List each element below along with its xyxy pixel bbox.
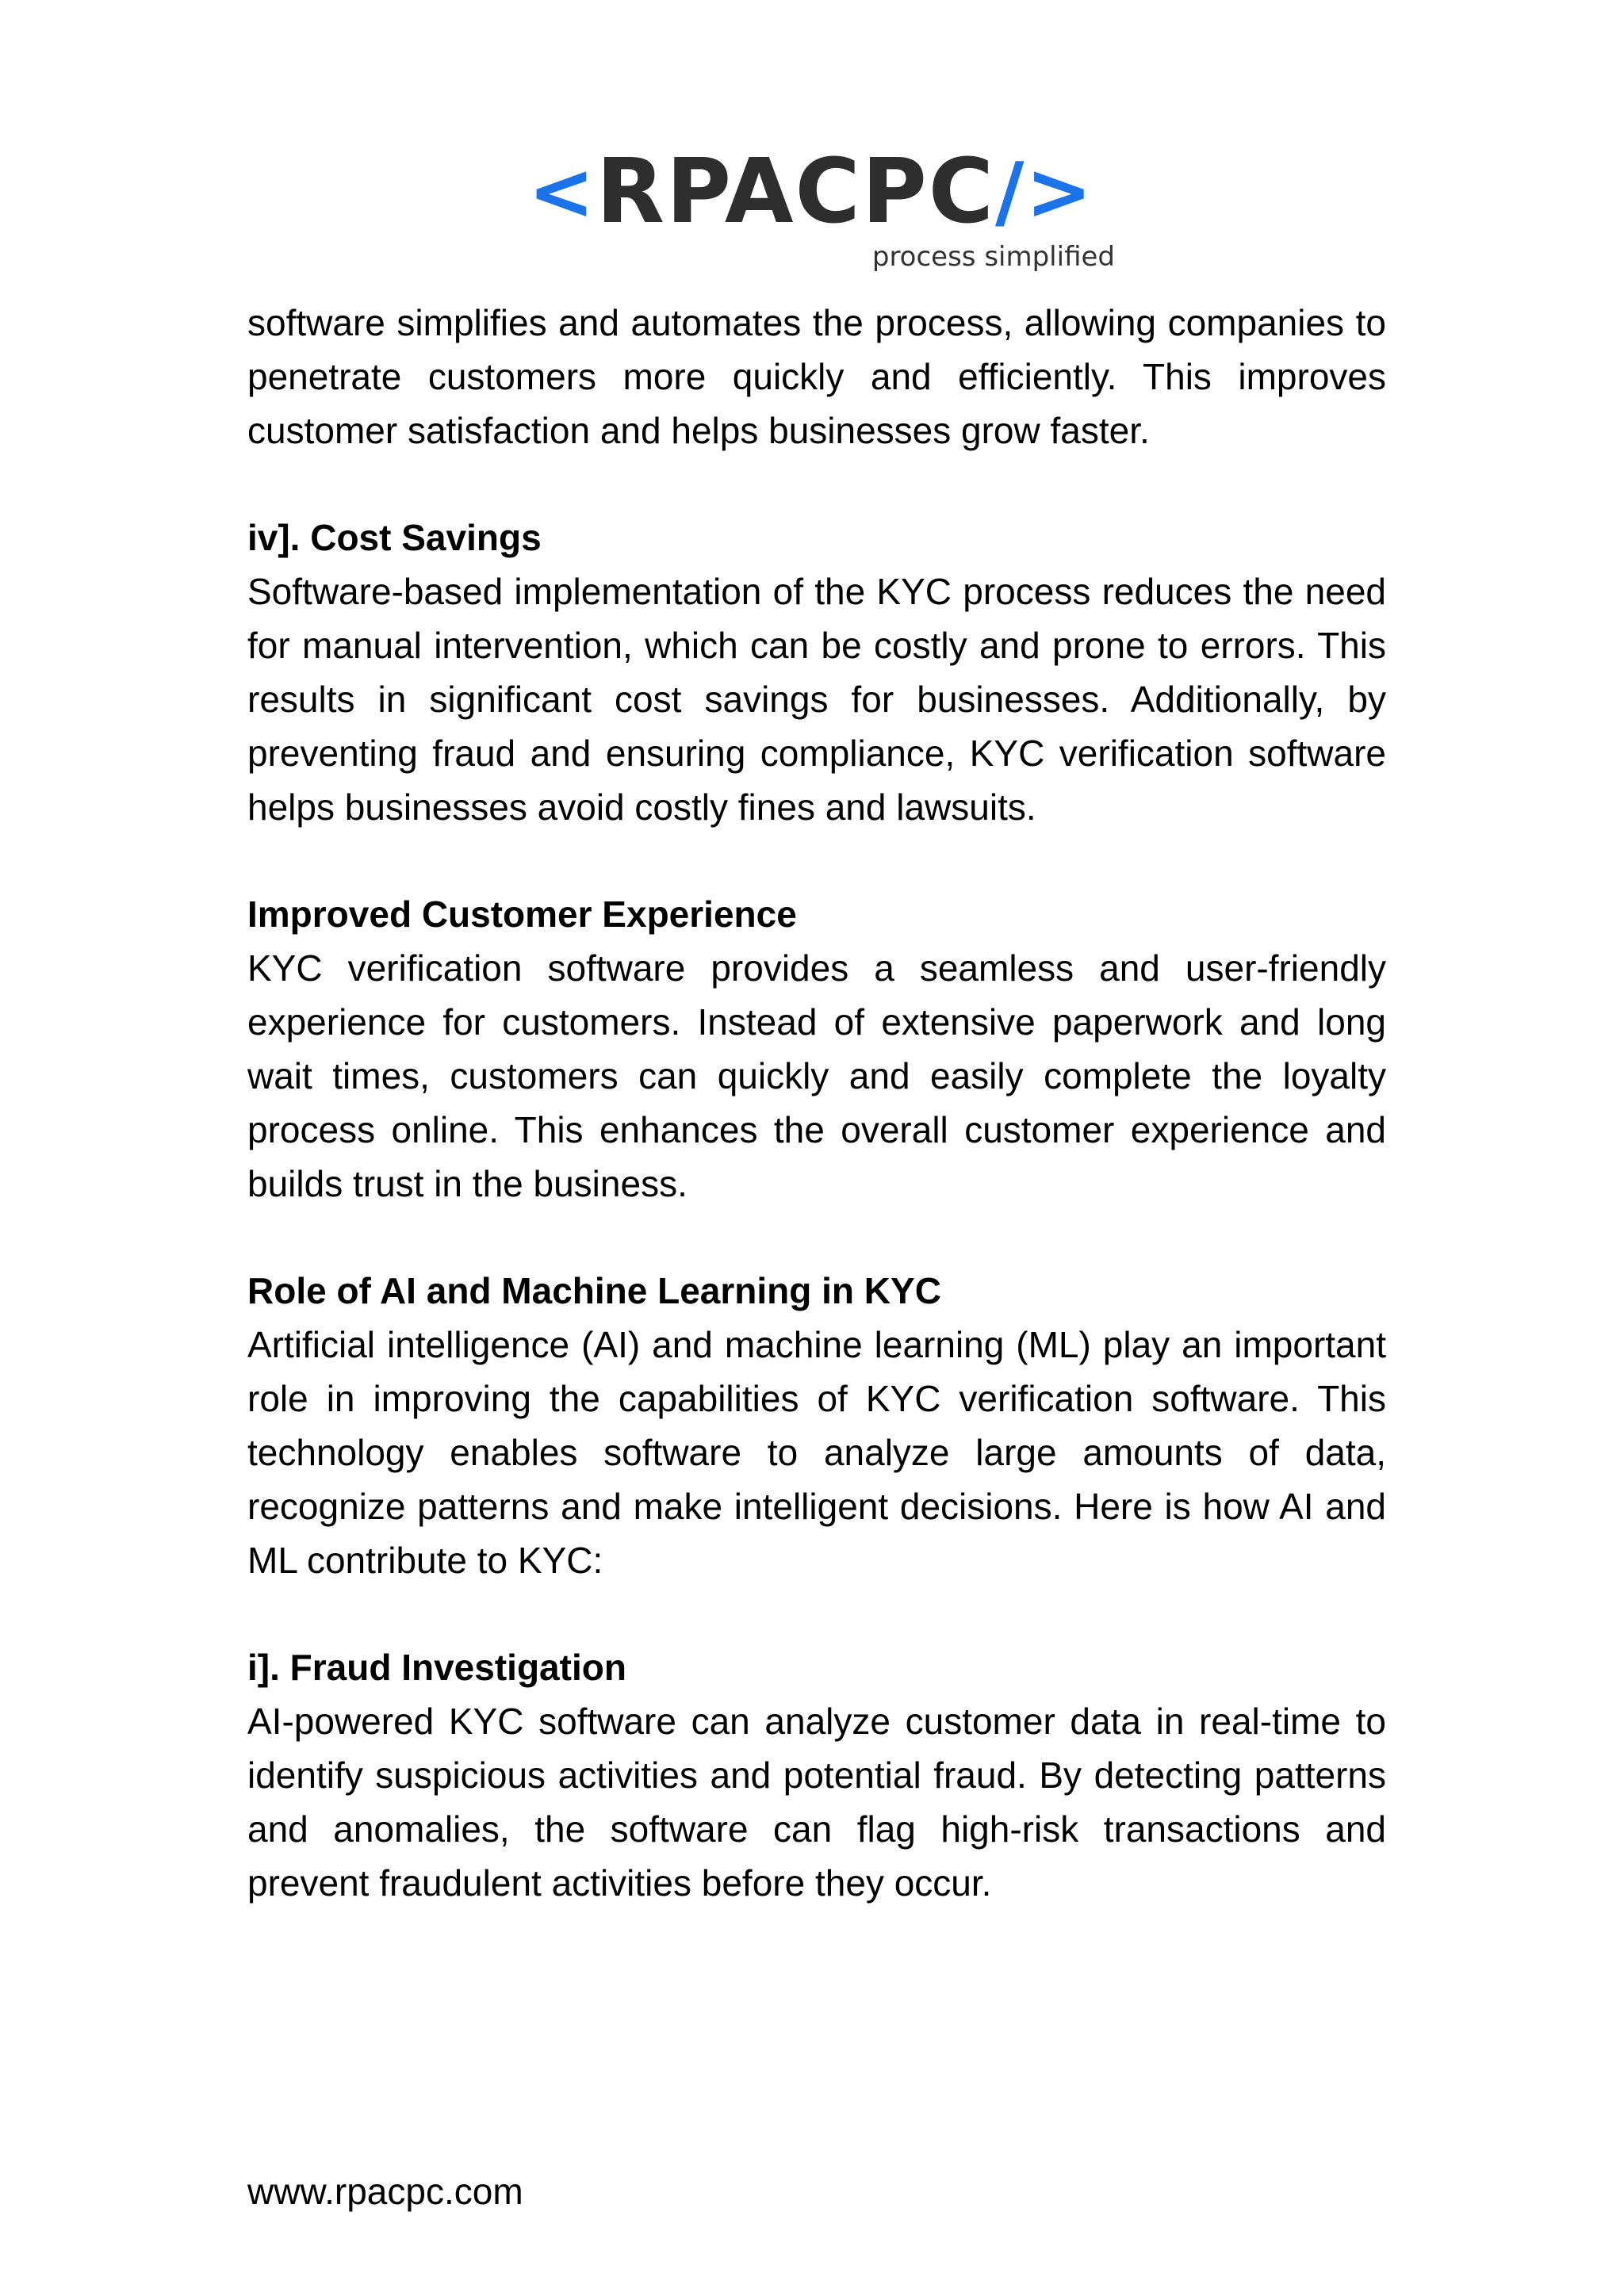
logo-tagline: process simplified xyxy=(871,241,1115,273)
section-fraud-investigation xyxy=(247,1640,1386,1910)
logo-wordmark: RPACPC xyxy=(596,140,995,243)
paragraph-gap xyxy=(247,834,1386,887)
paragraph-gap xyxy=(247,457,1386,511)
section-paragraph: KYC verification software provides a seamless and user-friendly experience for customers. Instead of extensive paperwork and long wait times, customers can quickly and easily complete the loyalty process online. This enhances the overall customer experience and builds trust in the business. xyxy=(247,947,1386,1204)
logo-mark xyxy=(528,140,1094,243)
section-heading: iv]. Cost Savings xyxy=(247,517,542,558)
logo-open-bracket-icon: < xyxy=(528,145,596,238)
section-paragraph: AI-powered KYC software can analyze customer data in real-time to identify suspicious activities and potential fraud. By detecting patterns and anomalies, the software can flag high-risk transactions and prevent fraudulent activities before they occur. xyxy=(247,1701,1386,1904)
rpacpc-logo xyxy=(528,140,1115,279)
section-cost-savings xyxy=(247,511,1386,834)
footer-url: www.rpacpc.com xyxy=(247,2171,523,2212)
section-heading: i]. Fraud Investigation xyxy=(247,1647,626,1688)
section-heading: Role of AI and Machine Learning in KYC xyxy=(247,1270,941,1311)
document-body xyxy=(247,296,1386,1910)
intro-paragraph: software simplifies and automates the process, allowing companies to penetrate customers more quickly and efficiently. This improves customer satisfaction and helps businesses grow faster. xyxy=(247,302,1386,451)
logo-close-bracket-icon: /> xyxy=(995,145,1094,238)
section-paragraph: Artificial intelligence (AI) and machine learning (ML) play an important role in improving the capabilities of KYC verification software. This technology enables software to analyze large amounts of data, recognize patterns and make intelligent decisions. Here is how AI and ML contribute to KYC: xyxy=(247,1324,1386,1581)
section-paragraph: Software-based implementation of the KYC process reduces the need for manual intervention, which can be costly and prone to errors. This results in significant cost savings for businesses. Additionally, by preventing fraud and ensuring compliance, KYC verification software helps businesses avoid costly fines and lawsuits. xyxy=(247,571,1386,828)
section-role-of-ai-ml xyxy=(247,1264,1386,1587)
section-improved-customer-experience xyxy=(247,887,1386,1211)
paragraph-gap xyxy=(247,1211,1386,1264)
section-heading: Improved Customer Experience xyxy=(247,894,797,935)
paragraph-gap xyxy=(247,1587,1386,1640)
